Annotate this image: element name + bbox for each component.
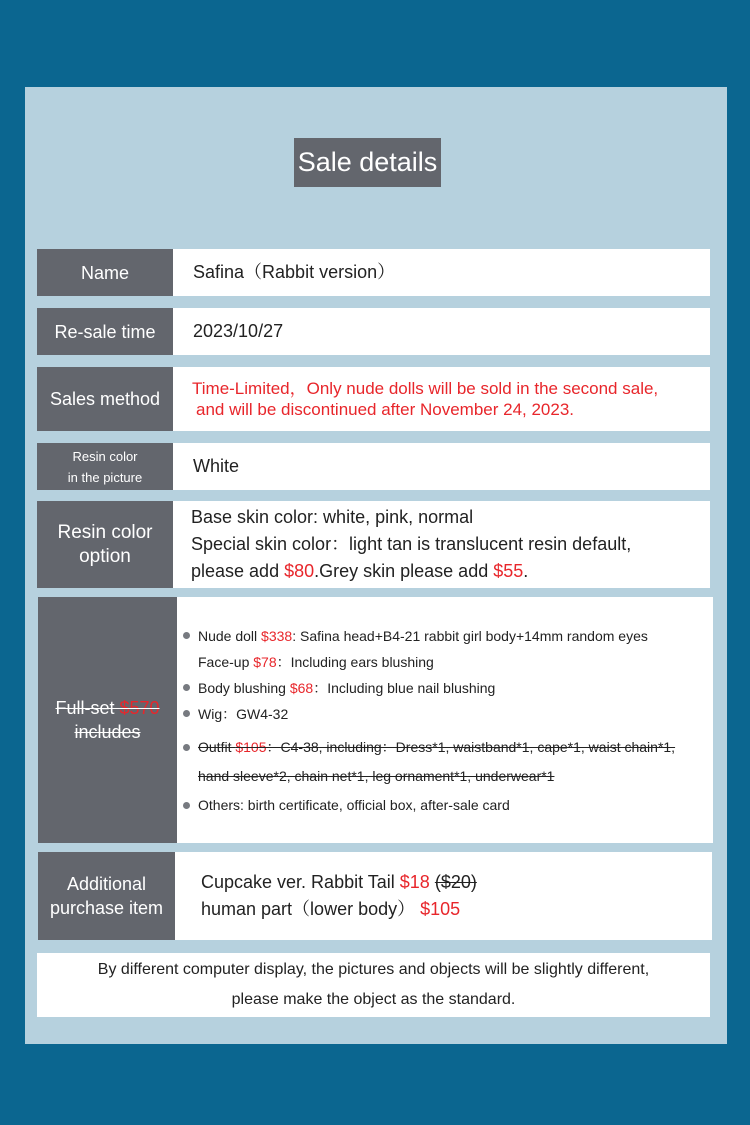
rabbit-tail-line — [201, 869, 477, 896]
body-blushing-text: Body blushing — [198, 680, 290, 696]
includes-list — [183, 623, 675, 820]
rabbit-tail-text: Cupcake ver. Rabbit Tail — [201, 872, 400, 892]
rabbit-tail-price: $18 — [399, 872, 430, 892]
sales-method-label: Sales method — [37, 367, 173, 431]
sales-method-value — [173, 367, 710, 431]
note-line2: please make the object as the standard. — [231, 991, 516, 1008]
grey-price: $55 — [493, 561, 524, 581]
full-set-label-l1 — [55, 696, 159, 720]
nude-doll-text: Nude doll — [198, 628, 262, 644]
nude-doll-price: $338 — [261, 628, 293, 644]
list-item — [183, 791, 675, 820]
additional-purchase-label — [38, 852, 175, 940]
outfit-text: Outfit — [198, 739, 236, 755]
human-part-line — [201, 896, 477, 923]
outfit-price: $105 — [235, 739, 267, 755]
outfit-detail: ：C4-38, including：Dress*1, waistband*1, cape*1, waist chain*1, — [266, 739, 676, 755]
grey-price-text: .Grey skin please add — [314, 561, 494, 581]
resin-color-option-value — [173, 501, 710, 588]
list-item — [183, 762, 675, 791]
full-set-label-l2: includes — [74, 722, 141, 742]
body-blushing-price: $68 — [289, 680, 314, 696]
disclaimer-note — [37, 953, 710, 1017]
resale-time-value: 2023/10/27 — [173, 308, 710, 355]
resin-color-picture-label — [37, 443, 173, 490]
full-set-value — [177, 597, 713, 843]
full-set-text: Full-set — [55, 698, 120, 718]
outfit-line — [198, 739, 675, 755]
period: . — [523, 561, 529, 581]
faceup-text: Face-up — [198, 654, 254, 670]
list-item — [183, 733, 675, 762]
add-price-text: please add — [191, 561, 285, 581]
wig-text: Wig：GW4-32 — [198, 706, 289, 722]
human-part-text: human part（lower body） — [201, 899, 421, 919]
additional-label-l1: Additional — [66, 874, 147, 894]
note-line1: By different computer display, the pictures and objects will be slightly different, — [97, 961, 650, 978]
faceup-detail: ：Including ears blushing — [276, 654, 434, 670]
outfit-detail-l2: hand sleeve*2, chain net*1, leg ornament*1, underwear*1 — [198, 768, 555, 784]
name-value: Safina（Rabbit version） — [173, 249, 710, 296]
resin-color-option-label-l2: option — [79, 545, 131, 567]
human-part-price: $105 — [420, 899, 461, 919]
name-label: Name — [37, 249, 173, 296]
list-item — [183, 649, 675, 675]
resin-color-option-label — [37, 501, 173, 588]
additional-label-l2: purchase item — [49, 898, 164, 918]
full-set-price: $570 — [119, 698, 160, 718]
rabbit-tail-old-price: ($20) — [434, 872, 477, 892]
special-skin-line: Special skin color：light tan is translucent resin default, — [191, 534, 632, 554]
additional-purchase-value — [175, 852, 712, 940]
resin-color-picture-label-l1: Resin color — [72, 448, 138, 464]
list-item — [183, 701, 675, 727]
tan-price: $80 — [284, 561, 315, 581]
full-set-label — [38, 597, 177, 843]
sales-method-line1: Time-Limited，Only nude dolls will be sold in the second sale, — [192, 379, 659, 398]
list-item — [183, 675, 675, 701]
resale-time-label: Re-sale time — [37, 308, 173, 355]
resin-color-picture-value: White — [173, 443, 710, 490]
body-blushing-detail: ：Including blue nail blushing — [313, 680, 496, 696]
others-text: Others: birth certificate, official box, after-sale card — [198, 797, 510, 813]
resin-color-picture-label-l2: in the picture — [67, 469, 143, 485]
faceup-price: $78 — [253, 654, 277, 670]
resin-color-option-label-l1: Resin color — [57, 521, 153, 543]
sales-method-line2: and will be discontinued after November 24, 2023. — [196, 400, 575, 419]
base-skin-line: Base skin color: white, pink, normal — [191, 507, 474, 527]
page-title: Sale details — [294, 138, 441, 187]
list-item — [183, 623, 675, 649]
add-price-line — [191, 558, 631, 585]
nude-doll-detail: : Safina head+B4-21 rabbit girl body+14mm random eyes — [292, 628, 648, 644]
